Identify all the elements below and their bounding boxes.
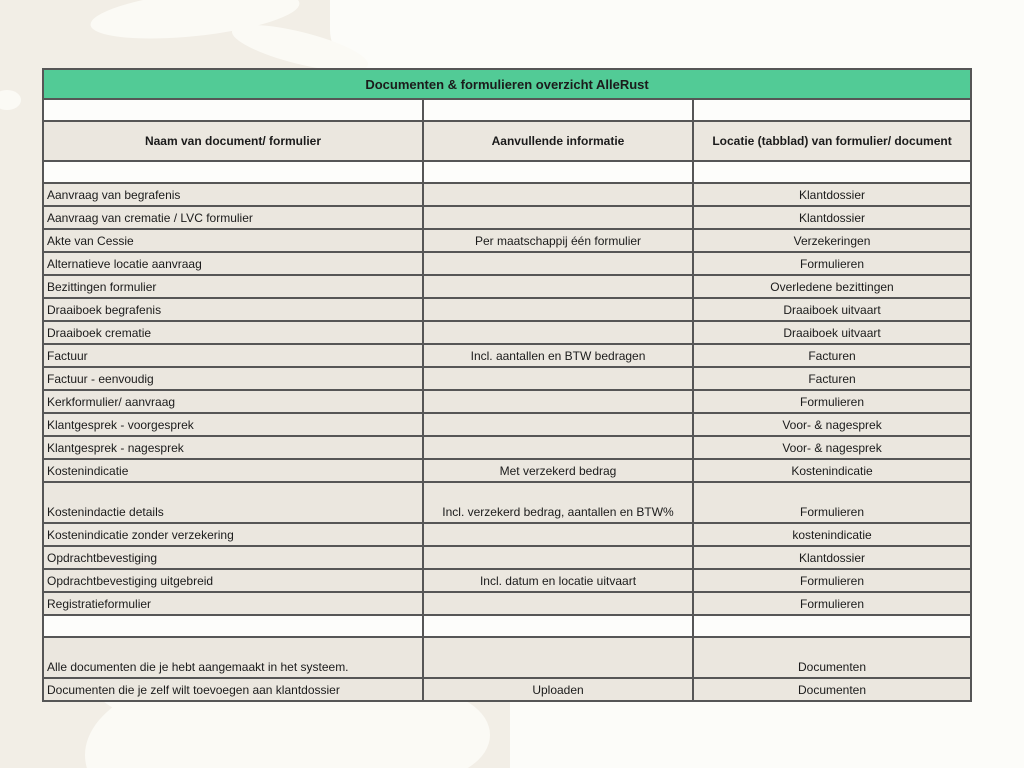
cell-name: Draaiboek crematie: [43, 321, 423, 344]
cell-location: Facturen: [693, 344, 971, 367]
cell-location: Overledene bezittingen: [693, 275, 971, 298]
cell-name: Kostenindicatie zonder verzekering: [43, 523, 423, 546]
cell-name: Akte van Cessie: [43, 229, 423, 252]
spacer-row: [43, 161, 971, 183]
table-row: [43, 390, 971, 413]
table-row: [43, 482, 971, 523]
spacer-cell: [43, 161, 423, 183]
cell-location: Formulieren: [693, 390, 971, 413]
spacer-row: [43, 99, 971, 121]
cell-name: Opdrachtbevestiging uitgebreid: [43, 569, 423, 592]
spacer-cell: [423, 99, 693, 121]
cell-name: Aanvraag van crematie / LVC formulier: [43, 206, 423, 229]
spacer-cell: [43, 99, 423, 121]
cell-info: Per maatschappij één formulier: [423, 229, 693, 252]
background-white-right: [968, 0, 1024, 768]
cell-info: [423, 252, 693, 275]
column-header: Aanvullende informatie: [423, 121, 693, 161]
cell-info: [423, 321, 693, 344]
table-row: [43, 413, 971, 436]
cell-name: Kostenindactie details: [43, 482, 423, 523]
cell-info: [423, 413, 693, 436]
table-row: [43, 592, 971, 615]
cell-name: Bezittingen formulier: [43, 275, 423, 298]
cell-name: Klantgesprek - nagesprek: [43, 436, 423, 459]
cell-info: [423, 637, 693, 678]
cell-name: Draaiboek begrafenis: [43, 298, 423, 321]
cell-location: Voor- & nagesprek: [693, 436, 971, 459]
cell-location: kostenindicatie: [693, 523, 971, 546]
cell-name: Alternatieve locatie aanvraag: [43, 252, 423, 275]
table-row: [43, 183, 971, 206]
column-header: Naam van document/ formulier: [43, 121, 423, 161]
spacer-cell: [693, 161, 971, 183]
cell-name: Kerkformulier/ aanvraag: [43, 390, 423, 413]
cell-info: [423, 183, 693, 206]
spacer-cell: [423, 615, 693, 637]
cell-info: [423, 436, 693, 459]
cell-location: Formulieren: [693, 592, 971, 615]
cell-location: Formulieren: [693, 252, 971, 275]
table-row: [43, 275, 971, 298]
table-row: [43, 678, 971, 701]
cell-name: Factuur - eenvoudig: [43, 367, 423, 390]
table-row: [43, 459, 971, 482]
overview-table-body: [43, 69, 971, 701]
cell-info: [423, 546, 693, 569]
cell-name: Opdrachtbevestiging: [43, 546, 423, 569]
cell-location: Voor- & nagesprek: [693, 413, 971, 436]
cell-location: Klantdossier: [693, 183, 971, 206]
cell-location: Kostenindicatie: [693, 459, 971, 482]
cell-name: Klantgesprek - voorgesprek: [43, 413, 423, 436]
cell-location: Formulieren: [693, 482, 971, 523]
table-row: [43, 637, 971, 678]
cell-info: Incl. aantallen en BTW bedragen: [423, 344, 693, 367]
cell-info: Incl. datum en locatie uitvaart: [423, 569, 693, 592]
cell-info: [423, 523, 693, 546]
cell-location: Klantdossier: [693, 546, 971, 569]
cell-location: Documenten: [693, 637, 971, 678]
cell-info: Incl. verzekerd bedrag, aantallen en BTW%: [423, 482, 693, 523]
cell-info: [423, 275, 693, 298]
cell-location: Verzekeringen: [693, 229, 971, 252]
cell-location: Draaiboek uitvaart: [693, 321, 971, 344]
cell-location: Draaiboek uitvaart: [693, 298, 971, 321]
cell-info: [423, 390, 693, 413]
cell-info: [423, 592, 693, 615]
cell-location: Facturen: [693, 367, 971, 390]
cell-name: Kostenindicatie: [43, 459, 423, 482]
cell-location: Documenten: [693, 678, 971, 701]
table-row: [43, 206, 971, 229]
table-row: [43, 546, 971, 569]
cell-info: [423, 206, 693, 229]
table-row: [43, 523, 971, 546]
cell-info: [423, 367, 693, 390]
cell-name: Factuur: [43, 344, 423, 367]
table-row: [43, 229, 971, 252]
table-title: Documenten & formulieren overzicht AlleRust: [43, 69, 971, 99]
cell-location: Formulieren: [693, 569, 971, 592]
table-row: [43, 367, 971, 390]
table-row: [43, 436, 971, 459]
documents-overview-table: [42, 68, 972, 702]
cell-name: Registratieformulier: [43, 592, 423, 615]
background-white-top: [330, 0, 1024, 70]
cell-info: [423, 298, 693, 321]
cell-name: Documenten die je zelf wilt toevoegen aan klantdossier: [43, 678, 423, 701]
table-row: [43, 252, 971, 275]
spacer-cell: [693, 615, 971, 637]
spacer-row: [43, 615, 971, 637]
table-header-row: [43, 121, 971, 161]
spacer-cell: [43, 615, 423, 637]
cell-name: Alle documenten die je hebt aangemaakt in het systeem.: [43, 637, 423, 678]
column-header: Locatie (tabblad) van formulier/ document: [693, 121, 971, 161]
cell-info: Uploaden: [423, 678, 693, 701]
table-title-row: [43, 69, 971, 99]
spacer-cell: [693, 99, 971, 121]
spacer-cell: [423, 161, 693, 183]
cell-info: Met verzekerd bedrag: [423, 459, 693, 482]
table-row: [43, 321, 971, 344]
cell-name: Aanvraag van begrafenis: [43, 183, 423, 206]
cell-location: Klantdossier: [693, 206, 971, 229]
table-row: [43, 298, 971, 321]
table-row: [43, 344, 971, 367]
table-row: [43, 569, 971, 592]
